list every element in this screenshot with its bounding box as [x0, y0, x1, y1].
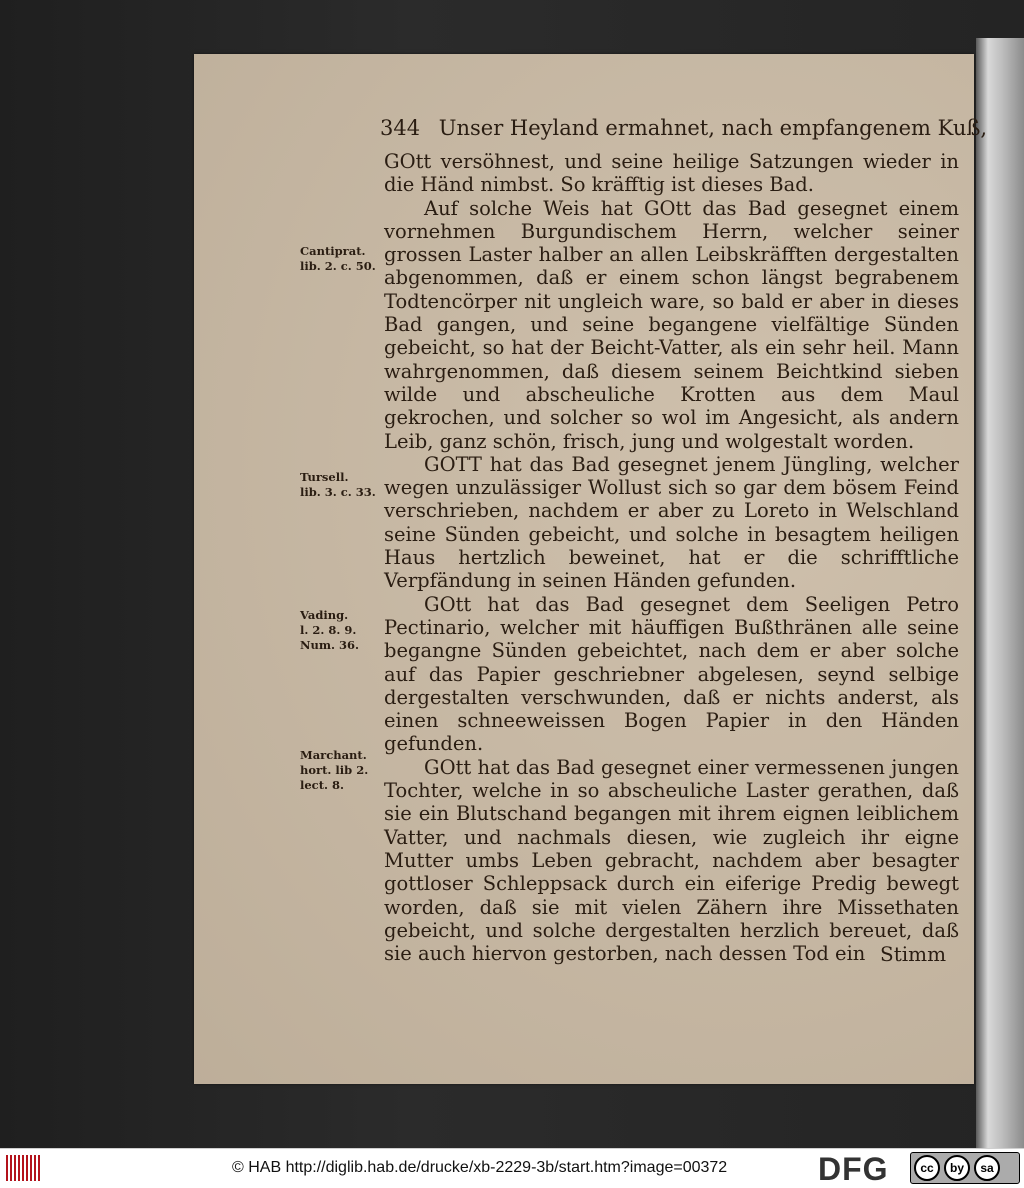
catchword: Stimm: [880, 942, 947, 966]
paragraph: Auf solche Weis hat GOtt das Bad gesegnet einem vornehmen Burgundischem Herrn, welcher seiner grossen Laster halber an allen Leibskräfften dergestalten abgenommen, daß er einem schon längst begrabenem Todtencörper nit ungleich ware, so bald er aber in dieses Bad gangen, und seine begangene vielfältige Sünden gebeicht, so hat der Beicht-Vatter, als ein sehr heil. Mann wahrgenommen, daß diesem seinem Beichtkind sieben wilde und abscheuliche Krotten aus dem Maul gekrochen, und solcher so wol im Angesicht, als andern Leib, ganz schön, frisch, jung und wolgestalt worden.: [384, 196, 959, 453]
by-icon: by: [944, 1155, 970, 1181]
page-body: [384, 150, 959, 965]
cc-icon: cc: [914, 1155, 940, 1181]
paragraph: GOTT hat das Bad gesegnet jenem Jüngling, welcher wegen unzulässiger Wollust sich so gar dem bösem Feind verschrieben, nachdem er aber zu Loreto in Welschland seine Sünden gebeicht, und solche in besagtem heiligen Haus hertzlich beweinet, hat er die schrifftliche Verpfändung in seinen Händen gefunden.: [384, 452, 959, 593]
sa-icon: sa: [974, 1155, 1000, 1181]
barcode-icon: [6, 1155, 42, 1181]
margin-note-tursell: Tursell. lib. 3. c. 33.: [300, 470, 376, 499]
footer-bar: [0, 1148, 1024, 1188]
dfg-logo[interactable]: DFG: [818, 1151, 889, 1187]
adjacent-page-edge: [976, 38, 1024, 1148]
paragraph: GOtt hat das Bad gesegnet dem Seeligen Petro Pectinario, welcher mit häuffigen Bußthränen alle seine begangne Sünden gebeichtet, nach dem er aber solche auf das Papier geschriebner abgelesen, seynd selbige dergestalten verschwunden, daß er nichts anderst, als einen schneeweissen Bogen Papier in den Händen gefunden.: [384, 592, 959, 756]
margin-note-cantiprat: Cantiprat. lib. 2. c. 50.: [300, 244, 376, 273]
margin-note-vading: Vading. l. 2. 8. 9. Num. 36.: [300, 608, 360, 652]
running-header: [380, 116, 988, 140]
cc-license-badge[interactable]: [910, 1152, 1020, 1184]
paragraph: GOtt hat das Bad gesegnet einer vermessenen jungen Tochter, welche in so abscheuliche Laster gerathen, daß sie ein Blutschand begangen mit ihrem eignen leiblichem Vatter, und nachmals diesen, wie zugleich ihr eigne Mutter umbs Leben gebracht, nachdem aber besagter gottloser Schleppsack durch ein eiferige Predig bewegt worden, daß sie mit vielen Zähern ihre Missethaten gebeicht, und solche dergestalten herzlich bereuet, daß sie auch hiervon gestorben, nach dessen Tod ein: [384, 755, 959, 966]
copyright-link[interactable]: © HAB http://diglib.hab.de/drucke/xb-2229-3b/start.htm?image=00372: [232, 1159, 728, 1176]
running-title: Unser Heyland ermahnet, nach empfangenem Kuß,: [438, 116, 988, 140]
margin-note-marchant: Marchant. hort. lib 2. lect. 8.: [300, 748, 369, 792]
paragraph: GOtt versöhnest, und seine heilige Satzungen wieder in die Händ nimbst. So kräfftig ist dieses Bad.: [384, 150, 959, 197]
page-number: 344: [380, 116, 421, 140]
